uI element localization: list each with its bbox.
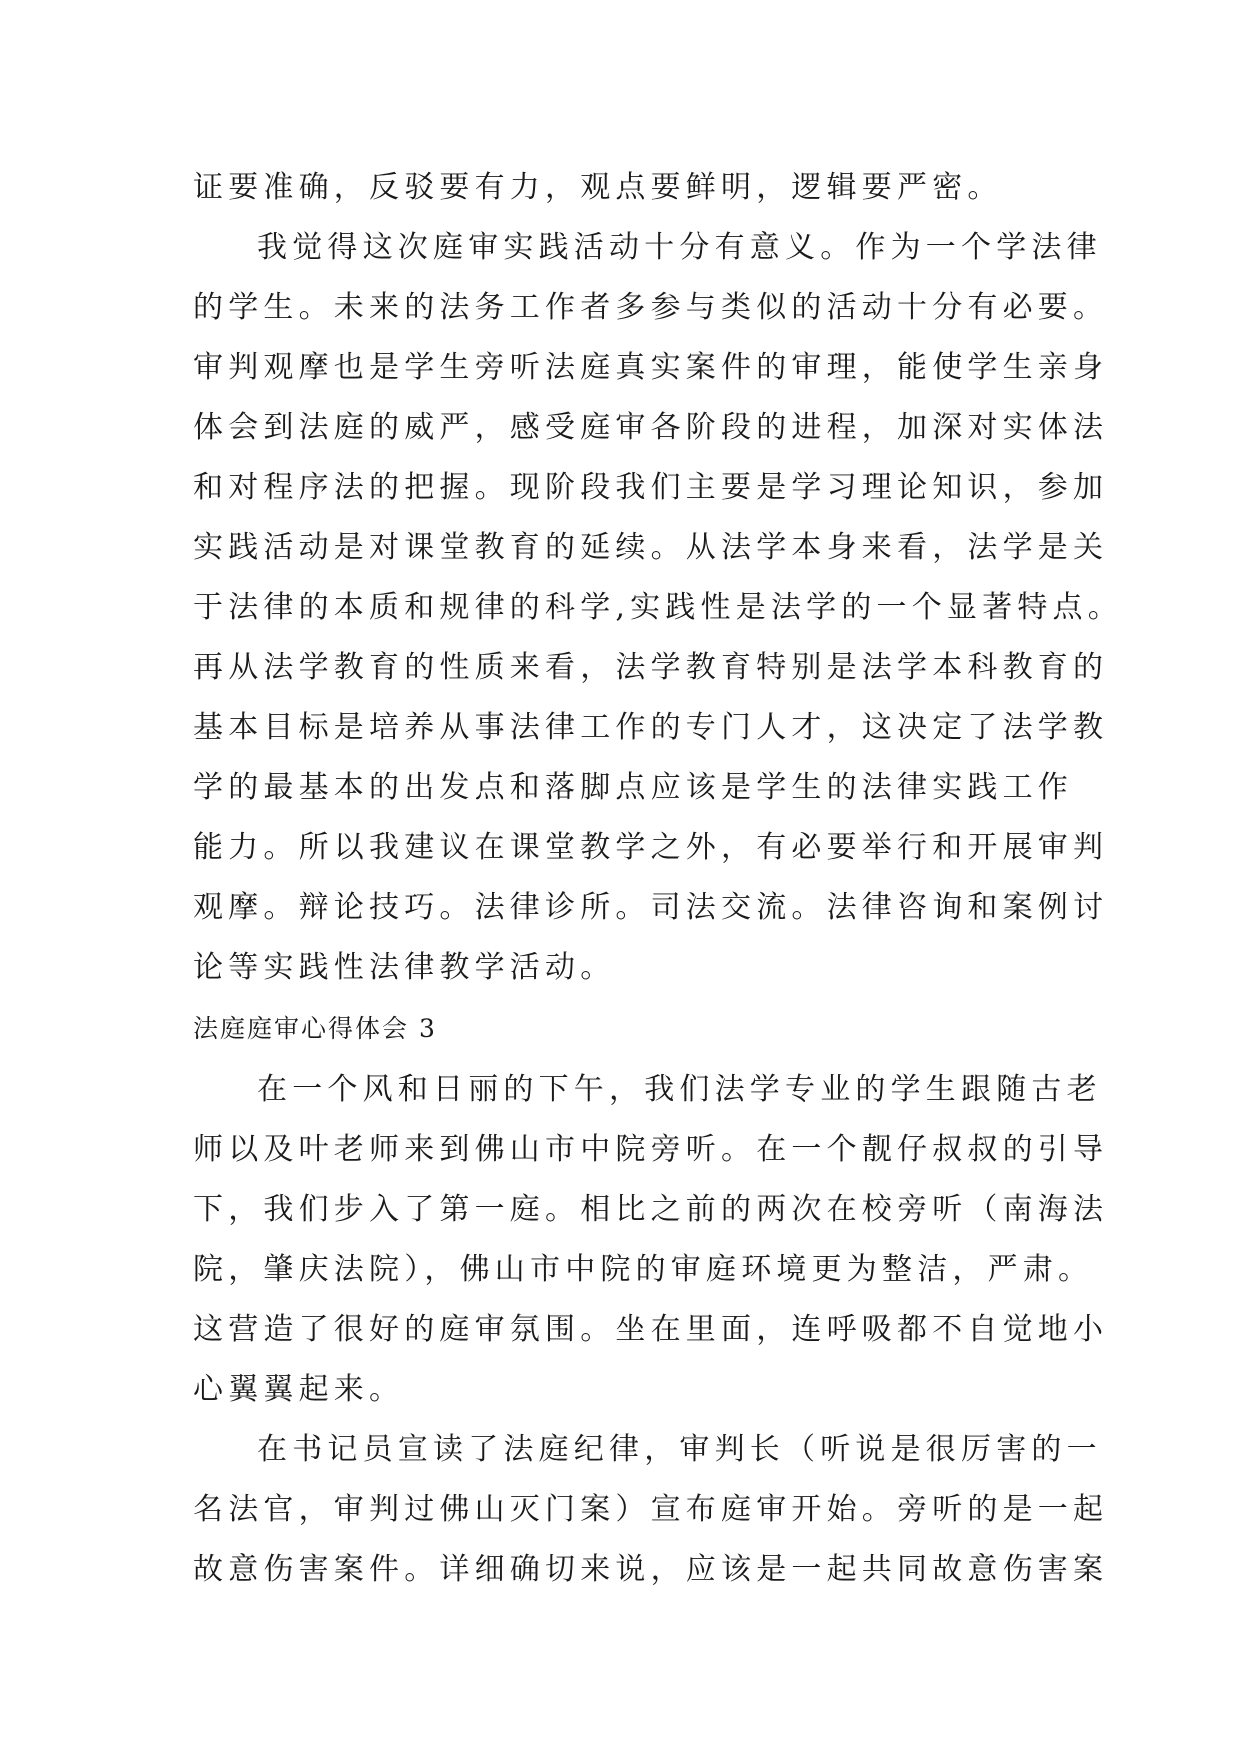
paragraph-line: 证要准确，反驳要有力，观点要鲜明，逻辑要严密。 [193,170,1003,205]
paragraph-line: 院，肇庆法院），佛山市中院的审庭环境更为整洁，严肃。 [193,1252,1094,1287]
paragraph-line: 论等实践性法律教学活动。 [193,950,616,985]
paragraph-line: 我觉得这次庭审实践活动十分有意义。作为一个学法律 [257,230,1102,265]
paragraph-line: 观摩。辩论技巧。法律诊所。司法交流。法律咨询和案例讨 [193,890,1109,925]
paragraph-line: 体会到法庭的威严，感受庭审各阶段的进程，加深对实体法 [193,410,1109,445]
paragraph-line: 这营造了很好的庭审氛围。坐在里面，连呼吸都不自觉地小 [193,1312,1109,1347]
paragraph-line: 于法律的本质和规律的科学,实践性是法学的一个显著特点。 [193,590,1123,625]
paragraph-line: 再从法学教育的性质来看，法学教育特别是法学本科教育的 [193,650,1109,685]
paragraph-line: 故意伤害案件。详细确切来说，应该是一起共同故意伤害案 [193,1552,1109,1587]
paragraph-line: 实践活动是对课堂教育的延续。从法学本身来看，法学是关 [193,530,1109,565]
paragraph-line: 在书记员宣读了法庭纪律，审判长（听说是很厉害的一 [257,1432,1102,1467]
paragraph-line: 基本目标是培养从事法律工作的专门人才，这决定了法学教 [193,710,1109,745]
paragraph-line: 和对程序法的把握。现阶段我们主要是学习理论知识，参加 [193,470,1109,505]
section-heading: 法庭庭审心得体会 3 [193,1014,437,1043]
paragraph-line: 学的最基本的出发点和落脚点应该是学生的法律实践工作 [193,770,1073,805]
paragraph-line: 的学生。未来的法务工作者多参与类似的活动十分有必要。 [193,290,1109,325]
paragraph-line: 名法官，审判过佛山灭门案）宣布庭审开始。旁听的是一起 [193,1492,1109,1527]
paragraph-line: 师以及叶老师来到佛山市中院旁听。在一个靓仔叔叔的引导 [193,1132,1109,1167]
document-body [193,158,1123,1600]
paragraph-line: 审判观摩也是学生旁听法庭真实案件的审理，能使学生亲身 [193,350,1109,385]
paragraph-line: 心翼翼起来。 [193,1372,405,1407]
paragraph-line: 能力。所以我建议在课堂教学之外，有必要举行和开展审判 [193,830,1109,865]
paragraph-line: 下，我们步入了第一庭。相比之前的两次在校旁听（南海法 [193,1192,1109,1227]
paragraph-line: 在一个风和日丽的下午，我们法学专业的学生跟随古老 [257,1072,1102,1107]
